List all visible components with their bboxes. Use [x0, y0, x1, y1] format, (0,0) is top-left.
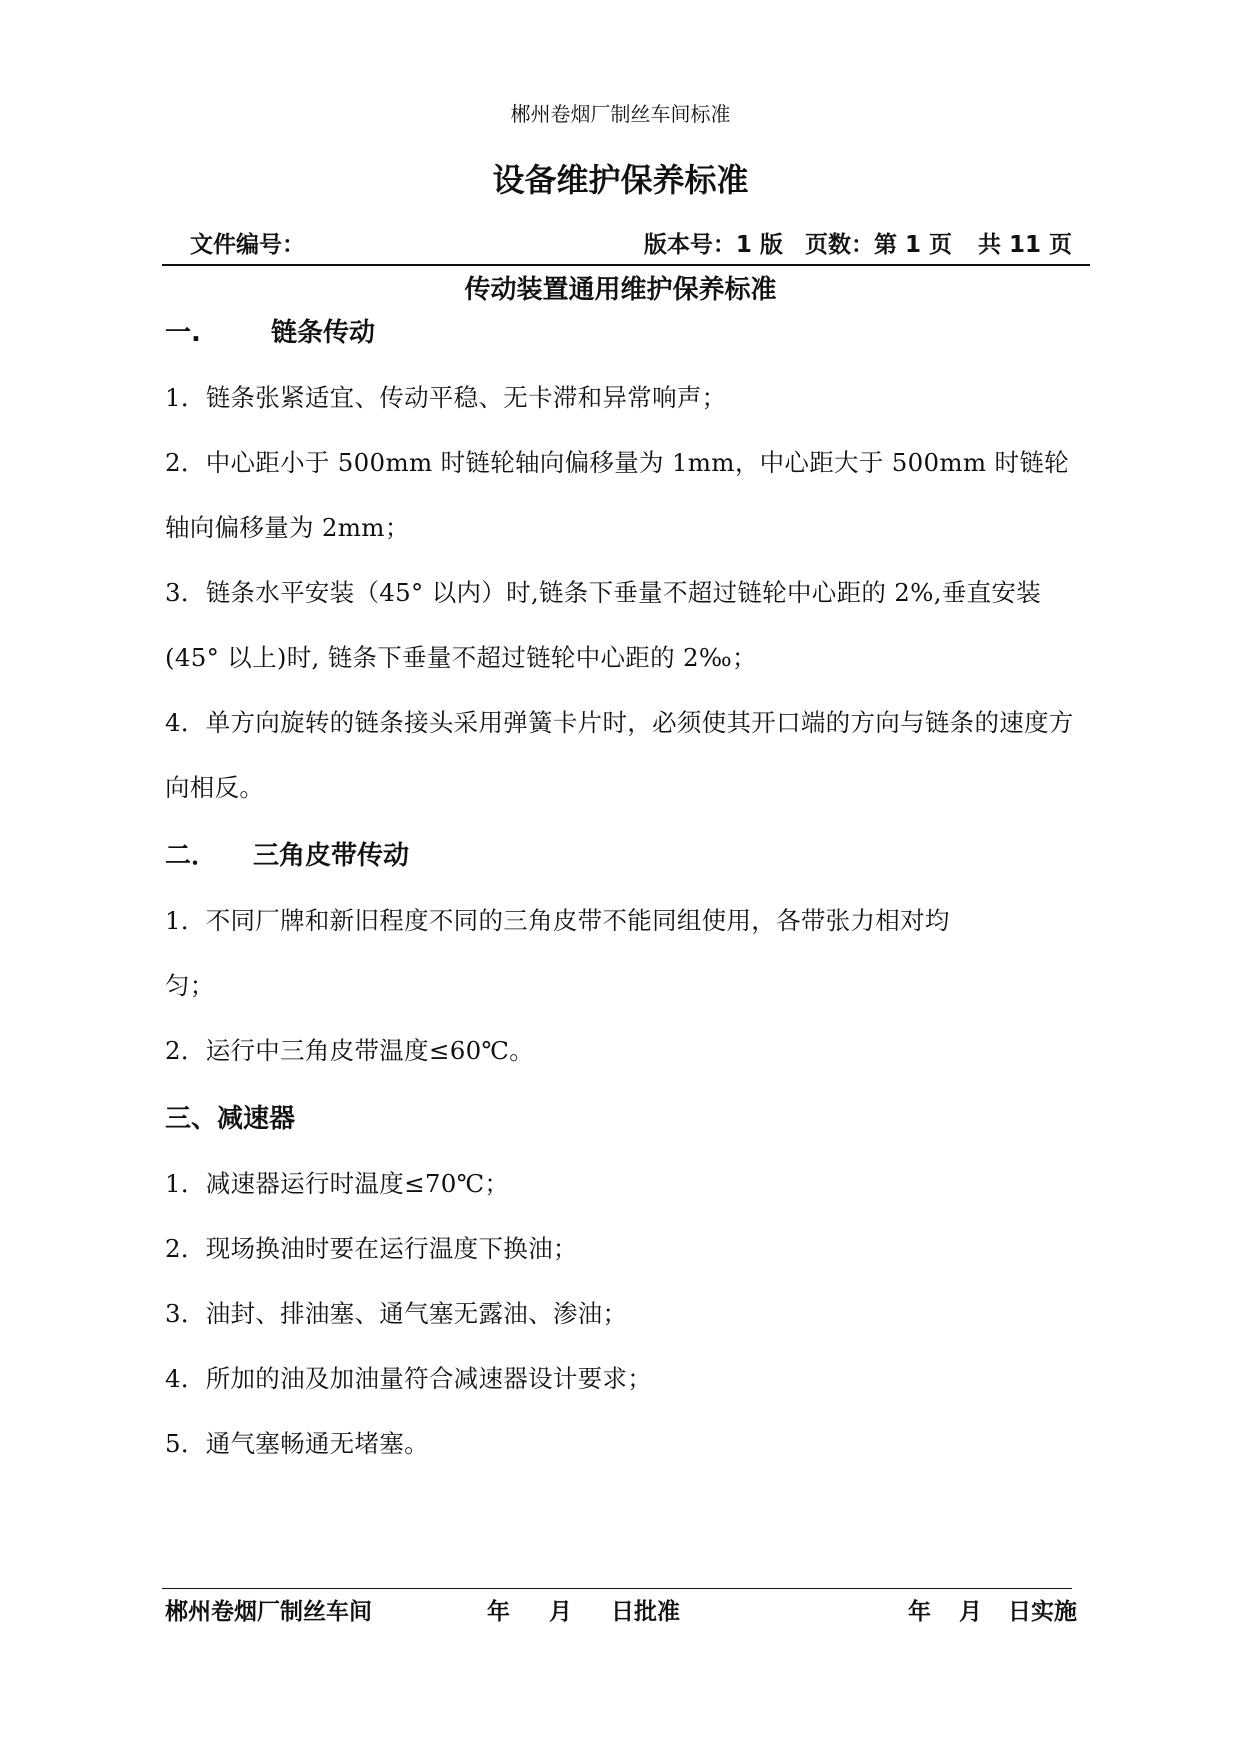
list-item: 2．现场换油时要在运行温度下换油； — [165, 1234, 578, 1263]
document-title: 设备维护保养标准 — [492, 161, 749, 199]
version-number: 版本号：1 版 — [643, 232, 783, 258]
total-pages: 共 11 页 — [977, 232, 1072, 258]
section-number: 二． — [165, 841, 218, 871]
footer-implement-label: 日实施 — [1008, 1599, 1077, 1625]
list-item: 2．运行中三角皮带温度≤60℃。 — [165, 1036, 534, 1065]
list-item: 5．通气塞畅通无堵塞。 — [165, 1429, 429, 1458]
section-heading-v-belt-drive — [165, 838, 1085, 880]
version-pages-info — [644, 228, 1072, 262]
section-title: 传动装置通用维护保养标准 — [464, 275, 777, 305]
footer-month-approve: 月 — [549, 1599, 572, 1625]
list-item: 3．链条水平安装（45° 以内）时,链条下垂量不超过链轮中心距的 2%,垂直安装(45° 以上)时, 链条下垂量不超过链轮中心距的 2‰； — [165, 578, 1042, 672]
section-heading-reducer — [165, 1101, 1085, 1143]
footer — [165, 1592, 1085, 1632]
list-item: 1．链条张紧适宜、传动平稳、无卡滞和异常响声； — [165, 383, 727, 412]
section-heading-chain-drive — [165, 315, 1085, 357]
footer-divider — [162, 1588, 1072, 1589]
header-divider — [162, 264, 1090, 266]
section-heading-text: 链条传动 — [271, 318, 376, 348]
footer-year-implement: 年 — [908, 1599, 931, 1625]
section-heading-text: 减速器 — [217, 1104, 296, 1134]
org-header: 郴州卷烟厂制丝车间标准 — [510, 102, 731, 126]
footer-org: 郴州卷烟厂制丝车间 — [165, 1599, 372, 1625]
section-number: 一. — [165, 318, 201, 348]
list-item: 1．减速器运行时温度≤70℃； — [165, 1169, 510, 1198]
list-item: 1．不同厂牌和新旧程度不同的三角皮带不能同组使用，各带张力相对均匀； — [165, 906, 950, 1000]
list-item: 2．中心距小于 500mm 时链轮轴向偏移量为 1mm，中心距大于 500mm 时链轮轴向偏移量为 2mm； — [165, 448, 1069, 542]
document-body — [165, 315, 1085, 1476]
list-item: 3．油封、排油塞、通气塞无露油、渗油； — [165, 1299, 628, 1328]
footer-year-approve: 年 — [487, 1599, 510, 1625]
page-number: 页数：第 1 页 — [804, 232, 952, 258]
section-number: 三、 — [165, 1104, 218, 1134]
document-meta-row — [162, 228, 1072, 262]
file-number-label: 文件编号： — [190, 232, 305, 258]
list-item: 4．所加的油及加油量符合减速器设计要求； — [165, 1364, 653, 1393]
footer-month-implement: 月 — [959, 1599, 982, 1625]
footer-approve-label: 日批准 — [611, 1599, 680, 1625]
section-heading-text: 三角皮带传动 — [253, 841, 410, 871]
list-item: 4．单方向旋转的链条接头采用弹簧卡片时，必须使其开口端的方向与链条的速度方向相反。 — [165, 708, 1074, 802]
